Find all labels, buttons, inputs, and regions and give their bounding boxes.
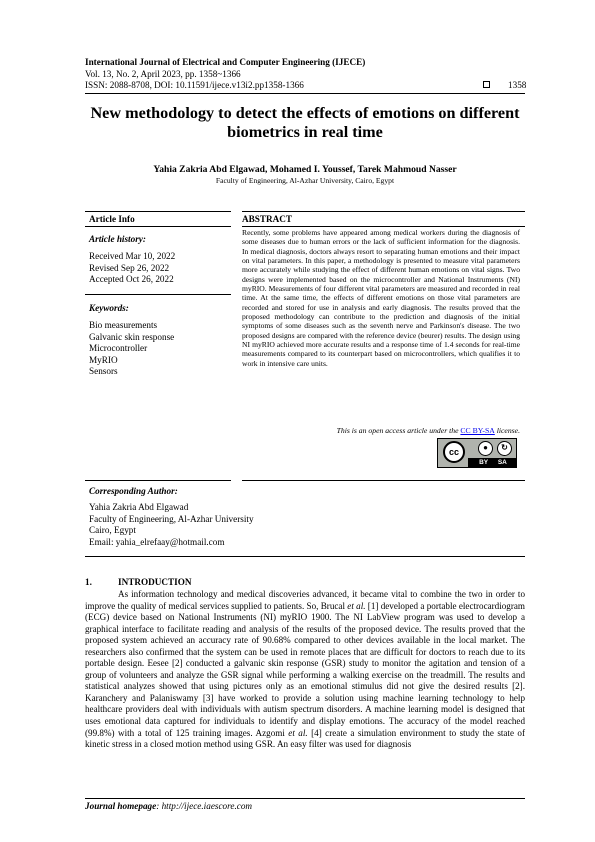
homepage-url[interactable]: : http://ijece.iaescore.com: [156, 801, 253, 811]
corresponding-rule: [85, 556, 525, 557]
intro-part-1: As information technology and medical discoveries advanced, it became vital to combine the two in order to improve the quality of medical services supplied to patients. So, Brucal: [85, 589, 525, 611]
share-alike-icon: ↻: [497, 441, 512, 456]
section-number: 1.: [85, 577, 92, 587]
journal-homepage: [85, 801, 252, 811]
cc-by-sa-badge[interactable]: [437, 438, 517, 468]
title-line-1: New methodology to detect the effects of emotions on different: [90, 104, 520, 122]
history-heading: Article history:: [89, 234, 146, 244]
accepted-date: Accepted Oct 26, 2022: [89, 274, 174, 284]
journal-title: International Journal of Electrical and Computer Engineering (IJECE): [85, 57, 366, 67]
article-info-heading: Article Info: [89, 214, 135, 224]
info-bottom-rule: [85, 480, 231, 481]
header-rule: [85, 93, 525, 94]
cc-by-label: BY: [479, 459, 489, 466]
keywords-heading: Keywords:: [89, 303, 129, 313]
license-link[interactable]: CC BY-SA: [460, 426, 495, 435]
cc-sa-label: SA: [497, 459, 507, 466]
introduction-heading: [85, 577, 192, 587]
open-access-notice: [242, 426, 520, 435]
homepage-label: Journal homepage: [85, 801, 157, 811]
keyword-item: Sensors: [89, 366, 118, 376]
open-access-prefix: This is an open access article under the: [336, 426, 461, 435]
authors: Yahia Zakria Abd Elgawad, Mohamed I. Youssef, Tarek Mahmoud Nasser: [153, 164, 457, 175]
cc-logo-icon: cc: [443, 441, 465, 463]
section-title: INTRODUCTION: [118, 577, 192, 587]
author-city: Cairo, Egypt: [89, 525, 136, 535]
author-dept: Faculty of Engineering, Al-Azhar University: [89, 513, 254, 524]
revised-date: Revised Sep 26, 2022: [89, 262, 170, 273]
open-access-suffix: license.: [494, 426, 520, 435]
intro-part-3: [4] create a simulation environment to study the state of kinetic stress in a closed motion method using GSR. An easy filter was used for diagnosis: [85, 727, 526, 750]
intro-emph-1: et al.: [347, 600, 366, 611]
intro-emph-2: et al.: [288, 727, 308, 738]
paper-title: [85, 104, 525, 142]
issn-doi: ISSN: 2088-8708, DOI: 10.11591/ijece.v13i2.pp1358-1366: [85, 80, 304, 90]
author-name: Yahia Zakria Abd Elgawad: [89, 502, 189, 512]
abstract-bottom-rule: [242, 480, 525, 481]
abstract-text: Recently, some problems have appeared among medical workers during the diagnosis of some diseases due to human errors or the lack of sufficient information for the diagnosis. In medical diagnosis, doctors always resort to separating human emotions and their impact on vital parameters. In this paper, a methodology is presented to measure vital parameters more accurately while studying the effect of different human emotions on vital signs. Two designs were implemented based on the microcontroller and National Instruments (NI) myRIO. Measurements of four different vital parameters are measured and recorded in real time. At the same time, the effects of different emotions on those vital parameters are recorded and stored for use in analysis and early diagnosis. The results proved that the proposed methodology can contribute to the prediction and diagnosis of the initial symptoms of some diseases such as the seventh nerve and Parkinson's disease. The two proposed designs are compared with the reference device (beurer) results. The design using NI myRIO achieved more accurate results and a response time of 1.4 seconds for real-time measurements compared to its counterpart based on microcontrollers, which qualifies it to work in intensive care units.: [242, 228, 520, 368]
received-date: Received Mar 10, 2022: [89, 251, 176, 261]
history-list: [89, 251, 175, 286]
person-icon: ●: [478, 441, 493, 456]
footer-rule: [85, 798, 525, 799]
corresponding-details: [89, 502, 254, 548]
square-bullet-icon: [483, 81, 490, 88]
cc-labels: [468, 458, 517, 467]
intro-part-2: [1] developed a portable electrocardiogram (ECG) device based on National Instruments (NI) myRIO 1900. The NI LabView program was used to develop a graphical interface to facilitate reading and analysis of the results of the proposed device. The results proved that the proposed system achieved an accuracy rate of 90.68% compared to other devices available in the local market. The researchers also confirmed that the system can be used in remote places that are difficult for doctors to reach due to its portable design. Eesee [2] conducted a galvanic skin response (GSR) study to monitor the agitation and tension of a group of volunteers and analyze the GSR signal while performing a walking exercise on the treadmill. The results and statistical analyzes showed that using pictures only as an emotional stimulus did not give the desired results [2]. Karanchery and Palaniswamy [3] have worked to provide a solution using machine learning technology to help healthcare providers deal with individuals with autism spectrum disorders. A machine learning model is designed that uses emotional data captured for individuals to identify and display emotions. The accuracy of the model reached (99.8%) with a total of 125 training images. Azgomi: [85, 600, 525, 738]
abstract-head-rule: [242, 226, 525, 227]
abstract-top-rule: [242, 211, 525, 212]
history-rule: [85, 294, 231, 295]
keyword-item: Microcontroller: [89, 343, 148, 353]
keyword-item: Bio measurements: [89, 320, 158, 330]
author-email[interactable]: Email: yahia_elrefaay@hotmail.com: [89, 536, 225, 547]
keyword-item: Galvanic skin response: [89, 331, 175, 342]
page-number: 1358: [508, 80, 527, 90]
info-top-rule: [85, 211, 231, 212]
abstract-heading: ABSTRACT: [242, 214, 293, 224]
info-head-rule: [85, 226, 231, 227]
introduction-text: [85, 589, 525, 751]
keywords-list: [89, 320, 174, 378]
volume-info: Vol. 13, No. 2, April 2023, pp. 1358~1366: [85, 69, 241, 79]
affiliation: Faculty of Engineering, Al-Azhar University, Cairo, Egypt: [215, 176, 395, 185]
corresponding-heading: Corresponding Author:: [89, 486, 178, 496]
title-line-2: biometrics in real time: [227, 123, 383, 141]
keyword-item: MyRIO: [89, 354, 118, 365]
